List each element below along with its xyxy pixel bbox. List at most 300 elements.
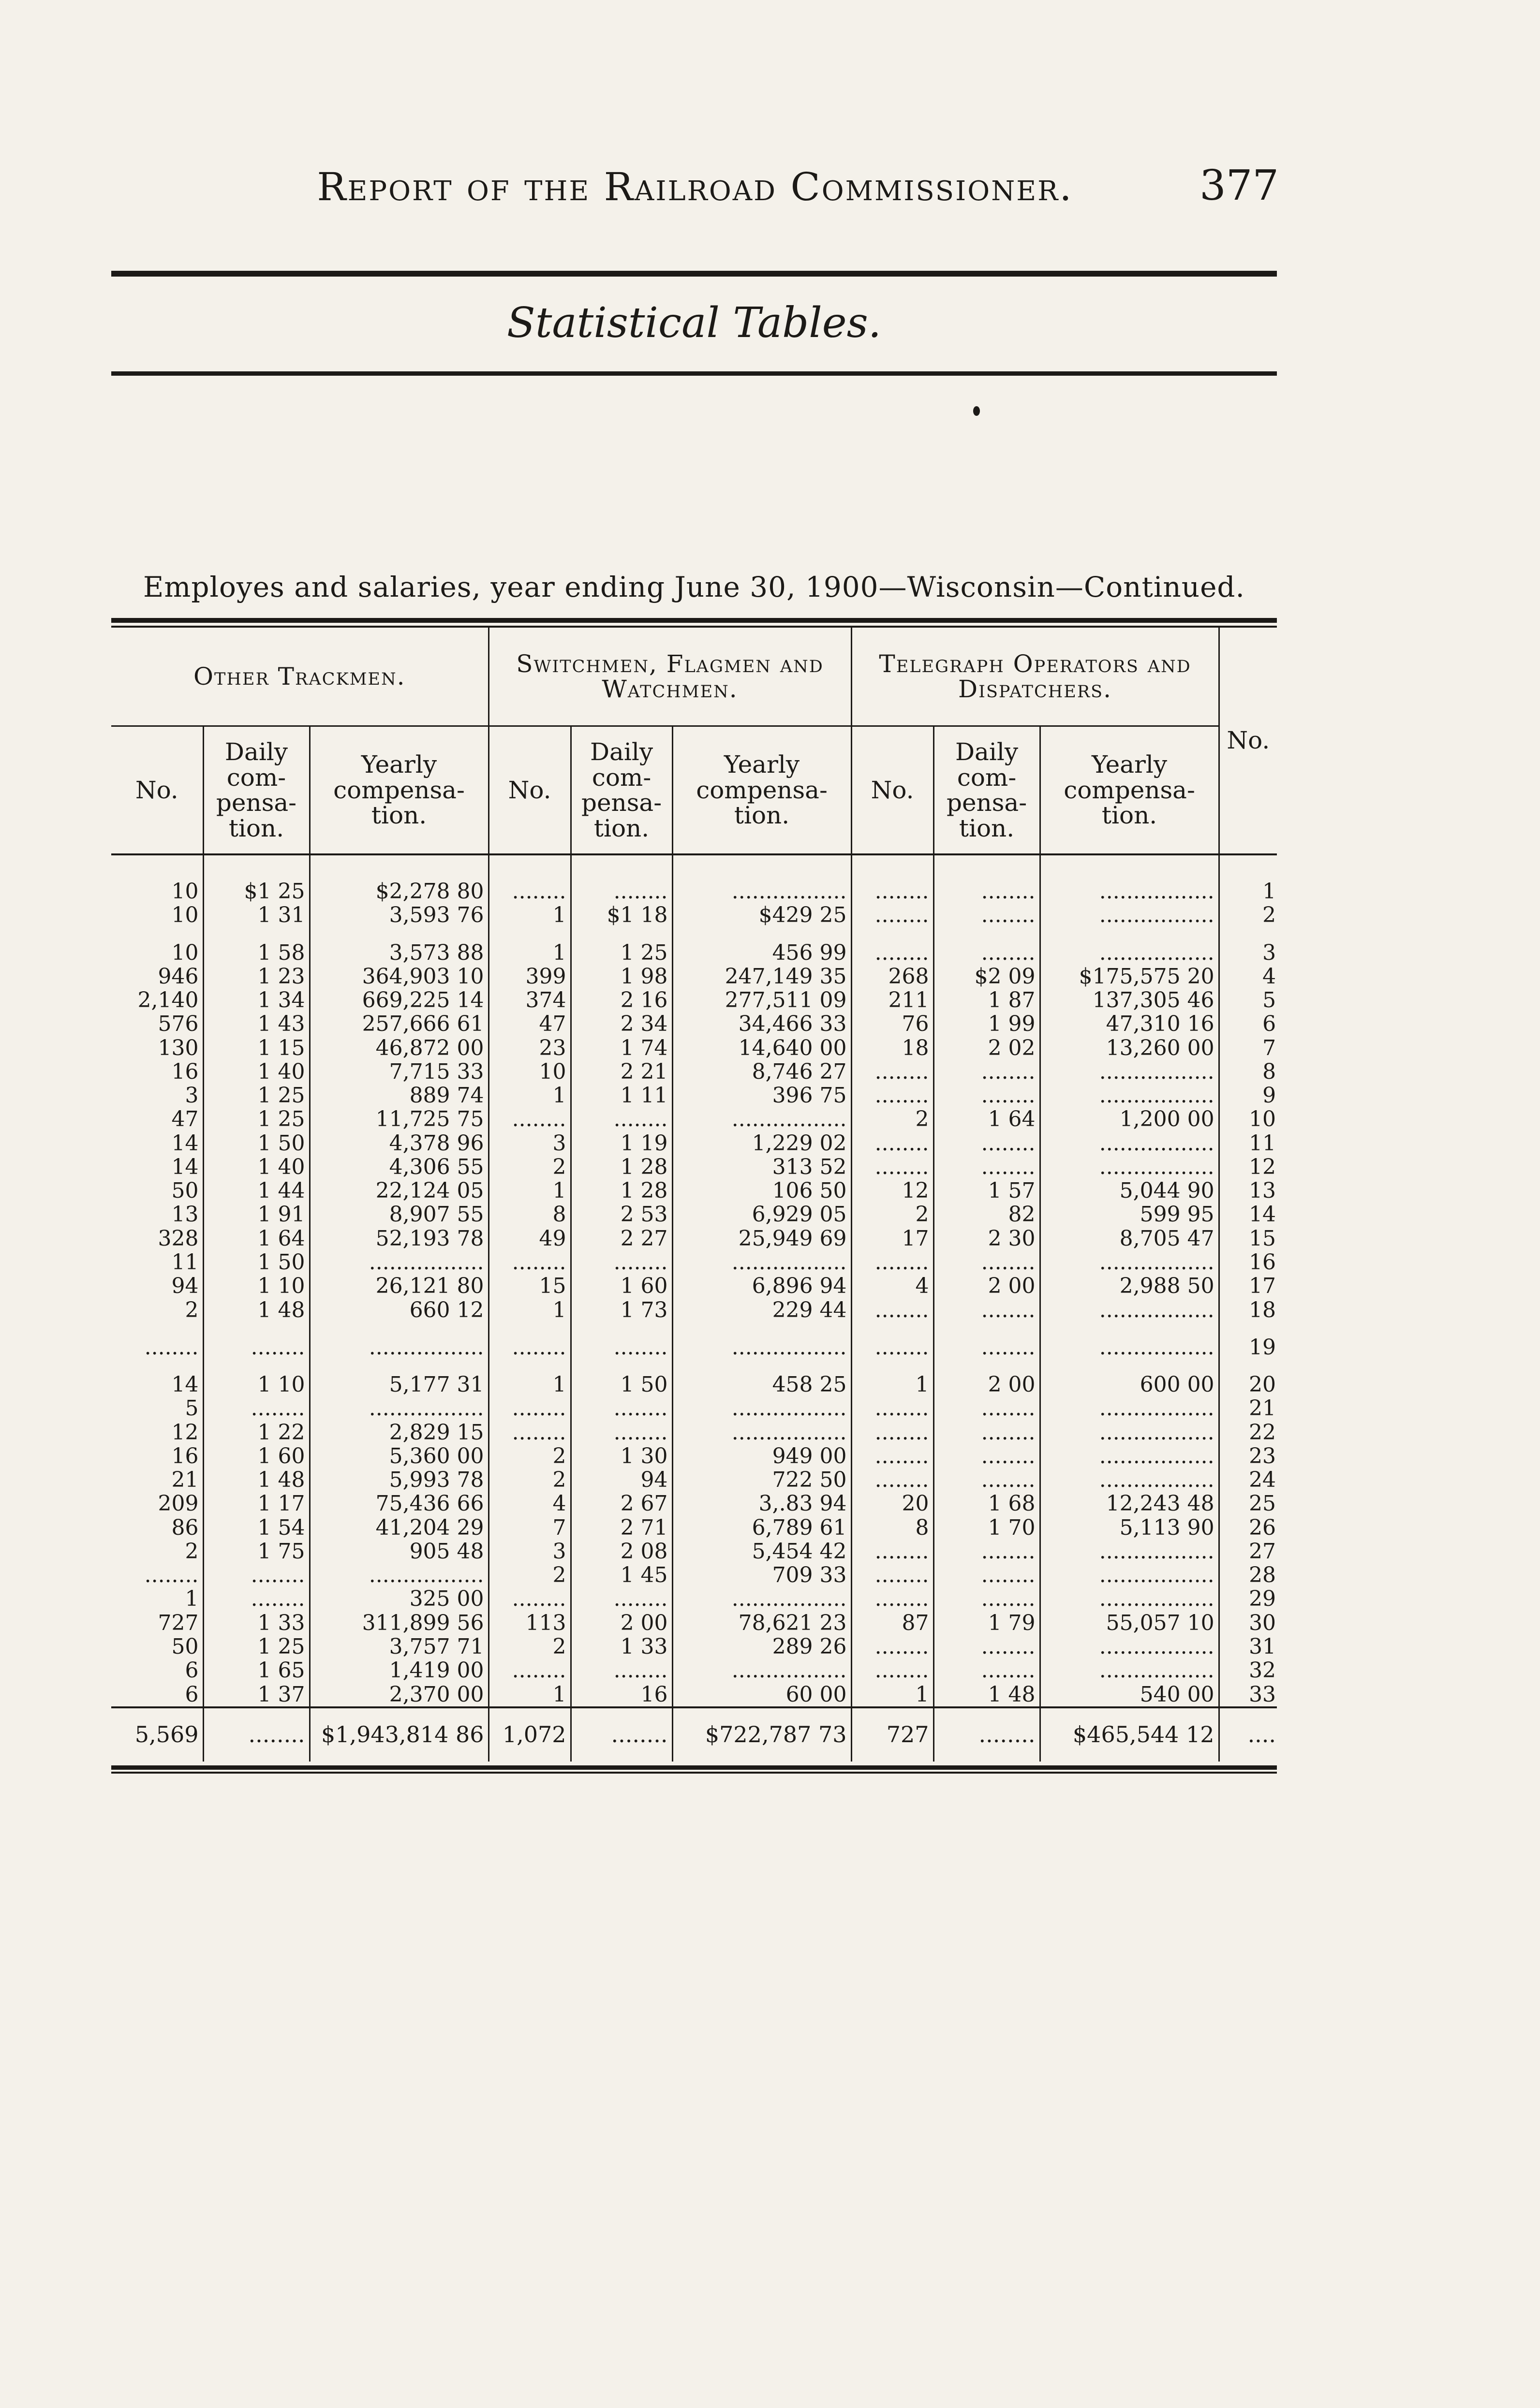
trackmen-yearly-cell: 26,121 80 (310, 1274, 489, 1298)
line-number-cell: 19 (1249, 1335, 1276, 1360)
table-row (111, 1036, 1277, 1060)
switchmen-yearly-cell: 289 26 (672, 1635, 851, 1659)
trackmen-yearly-cell: 660 12 (310, 1298, 489, 1322)
col-yearly: Yearly compensa-tion. (310, 726, 489, 855)
telegraph-yearly-cell: 55,057 10 (1040, 1611, 1219, 1635)
line-number-cell: 20 (1249, 1372, 1276, 1397)
trackmen-no-cell: 2 (111, 1298, 203, 1322)
line-number-cell: 7 (1262, 1035, 1276, 1060)
telegraph-daily-cell: ........ (933, 880, 1040, 903)
switchmen-no-cell: 49 (489, 1227, 571, 1250)
telegraph-daily-cell: 2 02 (933, 1036, 1040, 1060)
telegraph-yearly-cell: ................. (1040, 1396, 1219, 1420)
trackmen-no-cell: 10 (111, 941, 203, 965)
table-body (111, 854, 1277, 1762)
trackmen-daily-cell: 1 10 (203, 1373, 310, 1396)
switchmen-daily-cell: ........ (571, 1587, 672, 1611)
switchmen-no-cell: ........ (489, 1107, 571, 1131)
trackmen-daily-cell: 1 44 (203, 1179, 310, 1203)
trackmen-yearly-cell: ................. (310, 1563, 489, 1587)
switchmen-yearly-cell: 34,466 33 (672, 1012, 851, 1036)
switchmen-no-cell: ........ (489, 1396, 571, 1420)
trackmen-yearly-cell: 905 48 (310, 1540, 489, 1563)
trackmen-daily-cell: 1 17 (203, 1492, 310, 1515)
line-number-cell: 18 (1249, 1297, 1276, 1322)
switchmen-no-cell: 1 (489, 1683, 571, 1707)
trackmen-daily-cell: 1 54 (203, 1516, 310, 1540)
trackmen-no-cell: 12 (111, 1421, 203, 1444)
trackmen-no-cell: 21 (111, 1468, 203, 1492)
telegraph-daily-cell: ........ (933, 1396, 1040, 1420)
switchmen-daily-cell: 1 19 (571, 1131, 672, 1155)
trackmen-yearly-cell: 5,360 00 (310, 1444, 489, 1468)
switchmen-yearly-cell: ................. (672, 1587, 851, 1611)
telegraph-yearly-cell: 540 00 (1040, 1683, 1219, 1707)
trackmen-daily-cell: ........ (203, 1707, 310, 1762)
table-row (111, 1250, 1277, 1274)
line-number-cell: 5 (1262, 988, 1276, 1013)
trackmen-no-cell: 50 (111, 1635, 203, 1659)
switchmen-no-cell: 8 (489, 1203, 571, 1226)
telegraph-yearly-cell: ................. (1040, 1468, 1219, 1492)
spacer-row (111, 1322, 1277, 1336)
table-row (111, 988, 1277, 1012)
trackmen-no-cell: 13 (111, 1203, 203, 1226)
trackmen-yearly-cell: ................. (310, 1396, 489, 1420)
telegraph-no-cell: ........ (851, 1421, 933, 1444)
trackmen-no-cell: 47 (111, 1107, 203, 1131)
line-number-cell: 26 (1249, 1515, 1276, 1540)
telegraph-daily-cell: ........ (933, 1468, 1040, 1492)
line-number-cell: 21 (1249, 1396, 1276, 1421)
table-row (111, 1421, 1277, 1444)
trackmen-daily-cell: 1 25 (203, 1635, 310, 1659)
telegraph-no-cell: ........ (851, 1468, 933, 1492)
switchmen-no-cell: 1 (489, 1298, 571, 1322)
table-row (111, 1516, 1277, 1540)
switchmen-daily-cell: 2 53 (571, 1203, 672, 1226)
telegraph-daily-cell: 1 64 (933, 1107, 1040, 1131)
telegraph-yearly-cell: 13,260 00 (1040, 1036, 1219, 1060)
telegraph-daily-cell: ........ (933, 1540, 1040, 1563)
switchmen-daily-cell: ........ (571, 1421, 672, 1444)
telegraph-daily-cell: 1 87 (933, 988, 1040, 1012)
trackmen-yearly-cell: 2,370 00 (310, 1683, 489, 1707)
telegraph-yearly-cell: $465,544 12 (1040, 1707, 1219, 1762)
trackmen-no-cell: 2 (111, 1540, 203, 1563)
switchmen-no-cell: 23 (489, 1036, 571, 1060)
line-number-cell: 13 (1249, 1178, 1276, 1204)
trackmen-daily-cell: 1 22 (203, 1421, 310, 1444)
switchmen-no-cell: ........ (489, 1587, 571, 1611)
switchmen-daily-cell: 1 60 (571, 1274, 672, 1298)
statistics-table-wrap (111, 618, 1277, 1774)
switchmen-no-cell: 2 (489, 1563, 571, 1587)
trackmen-no-cell: 130 (111, 1036, 203, 1060)
switchmen-daily-cell: 2 27 (571, 1227, 672, 1250)
trackmen-yearly-cell: 4,378 96 (310, 1131, 489, 1155)
telegraph-daily-cell: 1 70 (933, 1516, 1040, 1540)
trackmen-yearly-cell: 46,872 00 (310, 1036, 489, 1060)
col-yearly: Yearly compensa-tion. (672, 726, 851, 855)
trackmen-daily-cell: 1 33 (203, 1611, 310, 1635)
telegraph-yearly-cell: ................. (1040, 1444, 1219, 1468)
trackmen-yearly-cell: 889 74 (310, 1084, 489, 1107)
line-number-cell: 23 (1249, 1443, 1276, 1468)
line-number-cell: 10 (1249, 1107, 1276, 1132)
switchmen-no-cell: ........ (489, 1336, 571, 1359)
switchmen-yearly-cell: ................. (672, 1659, 851, 1682)
table-row (111, 1659, 1277, 1682)
switchmen-no-cell: 113 (489, 1611, 571, 1635)
telegraph-daily-cell: ........ (933, 1421, 1040, 1444)
table-row (111, 1298, 1277, 1322)
telegraph-yearly-cell: ................. (1040, 1298, 1219, 1322)
trackmen-daily-cell: 1 65 (203, 1659, 310, 1682)
switchmen-yearly-cell: 456 99 (672, 941, 851, 965)
telegraph-daily-cell: 1 99 (933, 1012, 1040, 1036)
telegraph-yearly-cell: ................. (1040, 1659, 1219, 1682)
switchmen-daily-cell: 1 74 (571, 1036, 672, 1060)
telegraph-no-cell: 87 (851, 1611, 933, 1635)
trackmen-no-cell: 14 (111, 1131, 203, 1155)
group-switchmen: Switchmen, Flagmen and Watchmen. (489, 628, 851, 726)
trackmen-daily-cell: ........ (203, 1563, 310, 1587)
trackmen-no-cell: 86 (111, 1516, 203, 1540)
telegraph-no-cell: 4 (851, 1274, 933, 1298)
group-telegraph: Telegraph Operators and Dispatchers. (851, 628, 1219, 726)
switchmen-daily-cell: 1 33 (571, 1635, 672, 1659)
trackmen-yearly-cell: 75,436 66 (310, 1492, 489, 1515)
telegraph-yearly-cell: ................. (1040, 1587, 1219, 1611)
switchmen-yearly-cell: 8,746 27 (672, 1060, 851, 1084)
trackmen-no-cell: 328 (111, 1227, 203, 1250)
col-daily: Daily com-pensa-tion. (571, 726, 672, 855)
line-number-cell: 33 (1249, 1682, 1276, 1707)
switchmen-yearly-cell: ................. (672, 880, 851, 903)
table-caption: Employes and salaries, year ending June 30, 1900—Wisconsin—Continued. (143, 571, 1245, 603)
col-no: No. (851, 726, 933, 855)
table-row (111, 941, 1277, 965)
table-row (111, 1227, 1277, 1250)
section-title: Statistical Tables. (506, 299, 882, 347)
trackmen-daily-cell: 1 64 (203, 1227, 310, 1250)
group-other-trackmen: Other Trackmen. (111, 628, 489, 726)
header-spacer-row (111, 854, 1277, 880)
telegraph-daily-cell: ........ (933, 1635, 1040, 1659)
table-row (111, 1179, 1277, 1203)
telegraph-daily-cell: ........ (933, 1084, 1040, 1107)
telegraph-no-cell: ........ (851, 880, 933, 903)
trackmen-no-cell: 50 (111, 1179, 203, 1203)
switchmen-no-cell: 2 (489, 1468, 571, 1492)
table-row (111, 1563, 1277, 1587)
telegraph-yearly-cell: ................. (1040, 1336, 1219, 1359)
telegraph-no-cell: 12 (851, 1179, 933, 1203)
switchmen-daily-cell: 16 (571, 1683, 672, 1707)
trackmen-yearly-cell: 4,306 55 (310, 1155, 489, 1179)
trackmen-daily-cell: 1 75 (203, 1540, 310, 1563)
line-number-cell: 28 (1249, 1563, 1276, 1588)
trackmen-yearly-cell: 8,907 55 (310, 1203, 489, 1226)
telegraph-daily-cell: 2 00 (933, 1373, 1040, 1396)
switchmen-no-cell: 47 (489, 1012, 571, 1036)
trackmen-daily-cell: ........ (203, 1396, 310, 1420)
switchmen-yearly-cell: 1,229 02 (672, 1131, 851, 1155)
trackmen-no-cell: 16 (111, 1060, 203, 1084)
switchmen-yearly-cell: 106 50 (672, 1179, 851, 1203)
table-row (111, 1396, 1277, 1420)
telegraph-yearly-cell: ................. (1040, 1060, 1219, 1084)
trackmen-no-cell: 6 (111, 1683, 203, 1707)
telegraph-daily-cell: ........ (933, 941, 1040, 965)
switchmen-daily-cell: 2 08 (571, 1540, 672, 1563)
switchmen-daily-cell: 94 (571, 1468, 672, 1492)
switchmen-daily-cell: 2 34 (571, 1012, 672, 1036)
telegraph-yearly-cell: ................. (1040, 941, 1219, 965)
telegraph-yearly-cell: ................. (1040, 1250, 1219, 1274)
top-rule (111, 271, 1277, 277)
trackmen-daily-cell: 1 25 (203, 1107, 310, 1131)
trackmen-yearly-cell: 3,757 71 (310, 1635, 489, 1659)
trackmen-no-cell: 5,569 (111, 1707, 203, 1762)
switchmen-no-cell: 7 (489, 1516, 571, 1540)
switchmen-no-cell: ........ (489, 1659, 571, 1682)
telegraph-yearly-cell: ................. (1040, 1421, 1219, 1444)
trackmen-yearly-cell: 1,419 00 (310, 1659, 489, 1682)
switchmen-no-cell: 1 (489, 941, 571, 965)
switchmen-daily-cell: ........ (571, 1250, 672, 1274)
switchmen-daily-cell: 2 16 (571, 988, 672, 1012)
table-row (111, 1611, 1277, 1635)
total-row (111, 1707, 1277, 1762)
switchmen-no-cell: ........ (489, 1421, 571, 1444)
line-number-cell: 9 (1262, 1083, 1276, 1108)
switchmen-no-cell: 1 (489, 1179, 571, 1203)
telegraph-no-cell: ........ (851, 1131, 933, 1155)
switchmen-no-cell: 1 (489, 1373, 571, 1396)
trackmen-daily-cell: 1 34 (203, 988, 310, 1012)
table-row (111, 1131, 1277, 1155)
switchmen-daily-cell: 1 11 (571, 1084, 672, 1107)
trackmen-no-cell: 727 (111, 1611, 203, 1635)
telegraph-no-cell: ........ (851, 1155, 933, 1179)
trackmen-yearly-cell: 52,193 78 (310, 1227, 489, 1250)
switchmen-yearly-cell: ................. (672, 1107, 851, 1131)
telegraph-daily-cell: ........ (933, 1444, 1040, 1468)
telegraph-daily-cell: ........ (933, 1587, 1040, 1611)
line-number-cell: 27 (1249, 1539, 1276, 1564)
telegraph-no-cell: ........ (851, 1563, 933, 1587)
switchmen-daily-cell: ........ (571, 1659, 672, 1682)
trackmen-yearly-cell: ................. (310, 1336, 489, 1359)
switchmen-daily-cell: $1 18 (571, 903, 672, 927)
col-no: No. (111, 726, 203, 855)
switchmen-yearly-cell: 78,621 23 (672, 1611, 851, 1635)
line-number-cell: 32 (1249, 1658, 1276, 1683)
trackmen-yearly-cell: 311,899 56 (310, 1611, 489, 1635)
switchmen-daily-cell: ........ (571, 1707, 672, 1762)
switchmen-yearly-cell: 229 44 (672, 1298, 851, 1322)
table-row (111, 1274, 1277, 1298)
switchmen-daily-cell: 2 00 (571, 1611, 672, 1635)
telegraph-daily-cell: ........ (933, 1707, 1040, 1762)
switchmen-no-cell: 2 (489, 1444, 571, 1468)
switchmen-yearly-cell: 709 33 (672, 1563, 851, 1587)
trackmen-no-cell: 3 (111, 1084, 203, 1107)
switchmen-daily-cell: 2 67 (571, 1492, 672, 1515)
telegraph-no-cell: 211 (851, 988, 933, 1012)
switchmen-yearly-cell: 14,640 00 (672, 1036, 851, 1060)
trackmen-yearly-cell: 325 00 (310, 1587, 489, 1611)
line-number-cell: 31 (1249, 1634, 1276, 1659)
table-row (111, 880, 1277, 903)
trackmen-yearly-cell: 3,573 88 (310, 941, 489, 965)
col-daily: Daily com-pensa-tion. (203, 726, 310, 855)
switchmen-yearly-cell: 6,896 94 (672, 1274, 851, 1298)
switchmen-daily-cell: 1 73 (571, 1298, 672, 1322)
telegraph-yearly-cell: 47,310 16 (1040, 1012, 1219, 1036)
line-number-cell: 22 (1249, 1420, 1276, 1445)
table-top-rule (111, 618, 1277, 628)
line-number-cell: 25 (1249, 1491, 1276, 1516)
trackmen-daily-cell: 1 23 (203, 965, 310, 988)
trackmen-no-cell: 1 (111, 1587, 203, 1611)
trackmen-daily-cell: 1 40 (203, 1060, 310, 1084)
switchmen-no-cell: 15 (489, 1274, 571, 1298)
trackmen-yearly-cell: 5,177 31 (310, 1373, 489, 1396)
table-bottom-rule (111, 1765, 1277, 1774)
telegraph-no-cell: 268 (851, 965, 933, 988)
telegraph-daily-cell: 1 57 (933, 1179, 1040, 1203)
telegraph-daily-cell: ........ (933, 1563, 1040, 1587)
switchmen-yearly-cell: 949 00 (672, 1444, 851, 1468)
line-number-cell: 11 (1249, 1131, 1276, 1156)
trackmen-daily-cell: 1 58 (203, 941, 310, 965)
trackmen-daily-cell: 1 37 (203, 1683, 310, 1707)
trackmen-daily-cell: $1 25 (203, 880, 310, 903)
trackmen-no-cell: 2,140 (111, 988, 203, 1012)
trackmen-no-cell: 5 (111, 1396, 203, 1420)
col-no: No. (489, 726, 571, 855)
switchmen-daily-cell: ........ (571, 880, 672, 903)
trackmen-no-cell: 11 (111, 1250, 203, 1274)
line-number-cell: 16 (1249, 1249, 1276, 1275)
switchmen-daily-cell: 1 50 (571, 1373, 672, 1396)
telegraph-daily-cell: 2 30 (933, 1227, 1040, 1250)
telegraph-no-cell: 2 (851, 1107, 933, 1131)
switchmen-yearly-cell: 60 00 (672, 1683, 851, 1707)
telegraph-yearly-cell: ................. (1040, 1635, 1219, 1659)
telegraph-yearly-cell: 5,044 90 (1040, 1179, 1219, 1203)
table-row (111, 1336, 1277, 1359)
running-head: Report of the Railroad Commissioner. (317, 164, 1073, 209)
trackmen-yearly-cell: 41,204 29 (310, 1516, 489, 1540)
telegraph-no-cell: 18 (851, 1036, 933, 1060)
spacer-row (111, 927, 1277, 941)
table-row (111, 1540, 1277, 1563)
telegraph-yearly-cell: 5,113 90 (1040, 1516, 1219, 1540)
switchmen-yearly-cell: ................. (672, 1336, 851, 1359)
trackmen-yearly-cell: 22,124 05 (310, 1179, 489, 1203)
table-row (111, 1012, 1277, 1036)
trackmen-no-cell: 6 (111, 1659, 203, 1682)
table-row (111, 1444, 1277, 1468)
col-daily: Daily com-pensa-tion. (933, 726, 1040, 855)
telegraph-no-cell: ........ (851, 903, 933, 927)
table-row (111, 965, 1277, 988)
telegraph-yearly-cell: 599 95 (1040, 1203, 1219, 1226)
telegraph-yearly-cell: ................. (1040, 1131, 1219, 1155)
telegraph-yearly-cell: ................. (1040, 1155, 1219, 1179)
page-number: 377 (1199, 162, 1279, 210)
trackmen-yearly-cell: 7,715 33 (310, 1060, 489, 1084)
trackmen-no-cell: ........ (111, 1563, 203, 1587)
telegraph-no-cell: ........ (851, 1250, 933, 1274)
telegraph-no-cell: 20 (851, 1492, 933, 1515)
col-yearly: Yearly compensa-tion. (1040, 726, 1219, 855)
switchmen-no-cell: 2 (489, 1635, 571, 1659)
switchmen-yearly-cell: 25,949 69 (672, 1227, 851, 1250)
trackmen-yearly-cell: 364,903 10 (310, 965, 489, 988)
telegraph-no-cell: 76 (851, 1012, 933, 1036)
switchmen-daily-cell: 2 21 (571, 1060, 672, 1084)
table-row (111, 1060, 1277, 1084)
switchmen-yearly-cell: $722,787 73 (672, 1707, 851, 1762)
telegraph-no-cell: 2 (851, 1203, 933, 1226)
line-number-cell: 15 (1249, 1226, 1276, 1251)
line-number-cell: 17 (1249, 1274, 1276, 1299)
telegraph-daily-cell: ........ (933, 1131, 1040, 1155)
line-number-cell: 3 (1262, 940, 1276, 965)
trackmen-yearly-cell: 5,993 78 (310, 1468, 489, 1492)
telegraph-no-cell: ........ (851, 1060, 933, 1084)
switchmen-daily-cell: 1 28 (571, 1179, 672, 1203)
trackmen-no-cell: 946 (111, 965, 203, 988)
line-number-cell: 29 (1249, 1586, 1276, 1612)
telegraph-yearly-cell: 600 00 (1040, 1373, 1219, 1396)
trackmen-no-cell: 209 (111, 1492, 203, 1515)
trackmen-yearly-cell: $1,943,814 86 (310, 1707, 489, 1762)
switchmen-no-cell: 399 (489, 965, 571, 988)
switchmen-no-cell: 10 (489, 1060, 571, 1084)
telegraph-daily-cell: ........ (933, 1155, 1040, 1179)
line-number-cell: 24 (1249, 1468, 1276, 1493)
trackmen-daily-cell: 1 10 (203, 1274, 310, 1298)
section-rule (111, 371, 1277, 376)
trackmen-daily-cell: ........ (203, 1587, 310, 1611)
switchmen-daily-cell: 1 98 (571, 965, 672, 988)
telegraph-yearly-cell: 1,200 00 (1040, 1107, 1219, 1131)
switchmen-no-cell: 3 (489, 1131, 571, 1155)
switchmen-no-cell: 374 (489, 988, 571, 1012)
telegraph-daily-cell: 2 00 (933, 1274, 1040, 1298)
line-no-header: No. (1227, 726, 1270, 755)
employes-salaries-table (111, 628, 1277, 1762)
trackmen-daily-cell: 1 50 (203, 1250, 310, 1274)
telegraph-yearly-cell: ................. (1040, 1084, 1219, 1107)
telegraph-no-cell: ........ (851, 1659, 933, 1682)
trackmen-daily-cell: 1 31 (203, 903, 310, 927)
switchmen-no-cell: ........ (489, 880, 571, 903)
trackmen-yearly-cell: 257,666 61 (310, 1012, 489, 1036)
trackmen-daily-cell: 1 40 (203, 1155, 310, 1179)
telegraph-no-cell: ........ (851, 1540, 933, 1563)
ink-spot (973, 406, 980, 416)
trackmen-no-cell: 10 (111, 903, 203, 927)
switchmen-yearly-cell: 396 75 (672, 1084, 851, 1107)
telegraph-no-cell: ........ (851, 1084, 933, 1107)
